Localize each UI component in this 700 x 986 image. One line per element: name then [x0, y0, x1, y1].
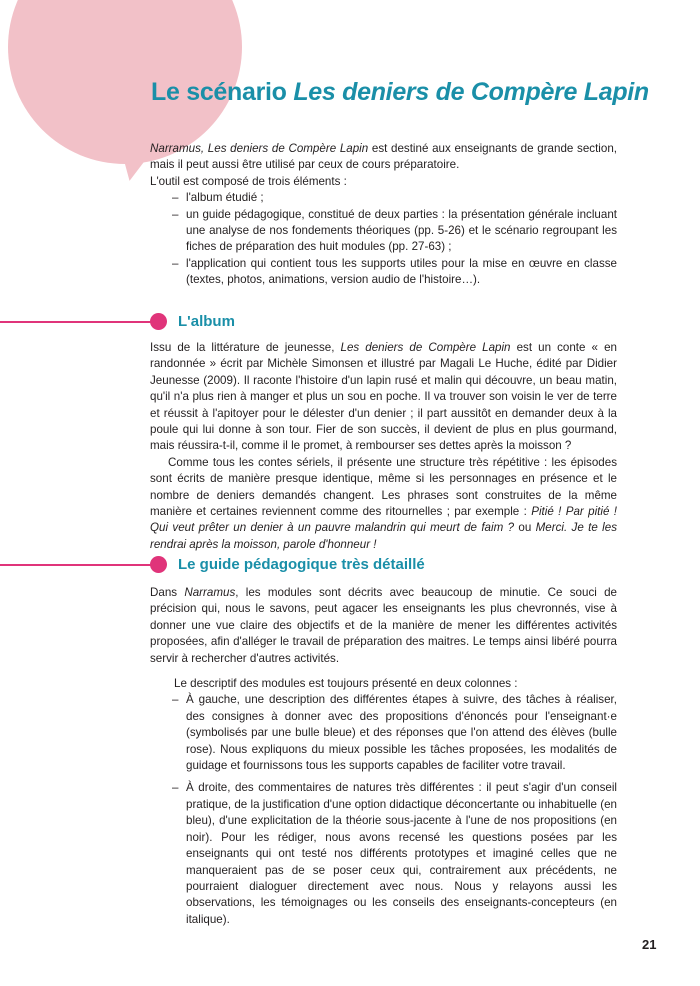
section-rule-guide [0, 564, 154, 566]
title-italic: Les deniers de Compère Lapin [293, 78, 649, 106]
guide-text-a: Dans [150, 586, 185, 599]
list-item: – un guide pédagogique, constitué de deux parties : la présentation générale incluant une analyse de nos fondements théoriques (pp. 5-26) et le scénario regroupant les fiches de préparation des huit modules (pp. 27-63) ; [172, 207, 617, 256]
page-title [151, 78, 671, 107]
page-number: 21 [642, 937, 657, 952]
guide-paragraph-2: Le descriptif des modules est toujours présenté en deux colonnes : [174, 677, 518, 691]
section-bullet-guide [150, 556, 167, 573]
album-block [150, 340, 617, 553]
section-rule-album [0, 321, 154, 323]
album-text-b: est un conte « en randonnée » écrit par Michèle Simonsen et illustré par Magali Le Huche, édité par Didier Jeunesse (2009). Il raconte l'histoire d'un lapin rusé et malin qui découvre, un beau matin, qu'il n'a plus rien à manger et plus un sou en poche. Il va trouver son voisin le ver de terre et réussit à l'apitoyer pour le délester d'un denier ; il part aussitôt en demander deux à la poule qui lui donne à son tour. Fier de son succès, il devient de plus en plus gourmand, mais réussira-t-il, comme il le promet, à rembourser ses dettes après la moisson ? [150, 341, 617, 453]
section-bullet-album [150, 313, 167, 330]
album-text-a: Issu de la littérature de jeunesse, [150, 341, 341, 354]
album-quote-1: Pitié ! Par pitié ! Qui veut prêter un denier à un pauvre malandrin qui meurt de faim ? [150, 505, 617, 535]
list-item: – À gauche, une description des différentes étapes à suivre, des tâches à réaliser, des consignes à donner avec des propositions d'énoncés pour l'enseignant·e (symbolisés par une bulle bleue) et des réponses que l'on attend des élèves (bulle rose). Nous expliquons du mieux possible les tâches proposées, les modalités de guidage et fournissons tous les supports capables de faciliter votre travail. [172, 692, 617, 774]
intro-block [150, 141, 617, 289]
list-item: – À droite, des commentaires de natures très différentes : il peut s'agir d'un conseil pratique, de la justification d'une option didactique déconcertante ou inhabituelle (en bleu), d'une explicitation de la théorie sous-jacente à l'une de nos propositions (en noir). Pour les rédiger, nous avons recensé les questions posées par les enseignants qui ont testé nos différents prototypes et imaginé celles que ne manqueraient pas de se poser ceux qui, contrairement aux précédents, ne pourraient dialoguer directement avec nous. Nous y relayons aussi les observations, les témoignages ou les conseils des enseignants-concepteurs (en italique). [172, 780, 617, 928]
album-paragraph-1 [150, 340, 617, 455]
list-item: – l'album étudié ; [172, 190, 617, 206]
intro-italic: Narramus, Les deniers de Compère Lapin [150, 142, 369, 155]
section-heading-album: L'album [178, 313, 235, 330]
album-title-italic: Les deniers de Compère Lapin [340, 341, 511, 354]
album-paragraph-2 [150, 455, 617, 553]
album-p2-mid: ou [514, 521, 536, 535]
intro-text: est destiné aux enseignants de grande section, mais il peut aussi être utilisé par ceux de cours préparatoire. [150, 142, 617, 172]
intro-components-line: L'outil est composé de trois éléments : [150, 174, 347, 188]
guide-columns-list [150, 692, 617, 928]
guide-italic: Narramus [184, 586, 236, 599]
guide-text-b: , les modules sont décrits avec beaucoup de minutie. Ce souci de précision qui, nous le savons, peut agacer les enseignants les plus chevronnés, vise à donner une vue claire des objectifs et de la manière de mener les différentes activités proposées, afin d'alléger le travail de préparation des maitres. Le temps ainsi libéré pourra servir à rechercher d'autres activités. [150, 586, 617, 665]
album-p2-text: Comme tous les contes sériels, il présente une structure très répétitive : les épisodes sont écrits de manière presque identique, même si les personnages en présence et le nombre de deniers demandés changent. Les phrases sont construites de la même manière et certaines reviennent comme des ritournelles ; par exemple : [150, 455, 617, 519]
guide-block [150, 585, 617, 928]
section-heading-guide: Le guide pédagogique très détaillé [178, 556, 425, 573]
intro-paragraph [150, 141, 617, 174]
title-prefix: Le scénario [151, 78, 294, 106]
list-item: – l'application qui contient tous les supports utiles pour la mise en œuvre en classe (textes, photos, animations, version audio de l'histoire…). [172, 256, 617, 289]
components-list [150, 190, 617, 288]
guide-paragraph-1 [150, 585, 617, 667]
album-quote-2: Merci. Je te les rendrai après la moisson, parole d'honneur ! [150, 521, 617, 551]
